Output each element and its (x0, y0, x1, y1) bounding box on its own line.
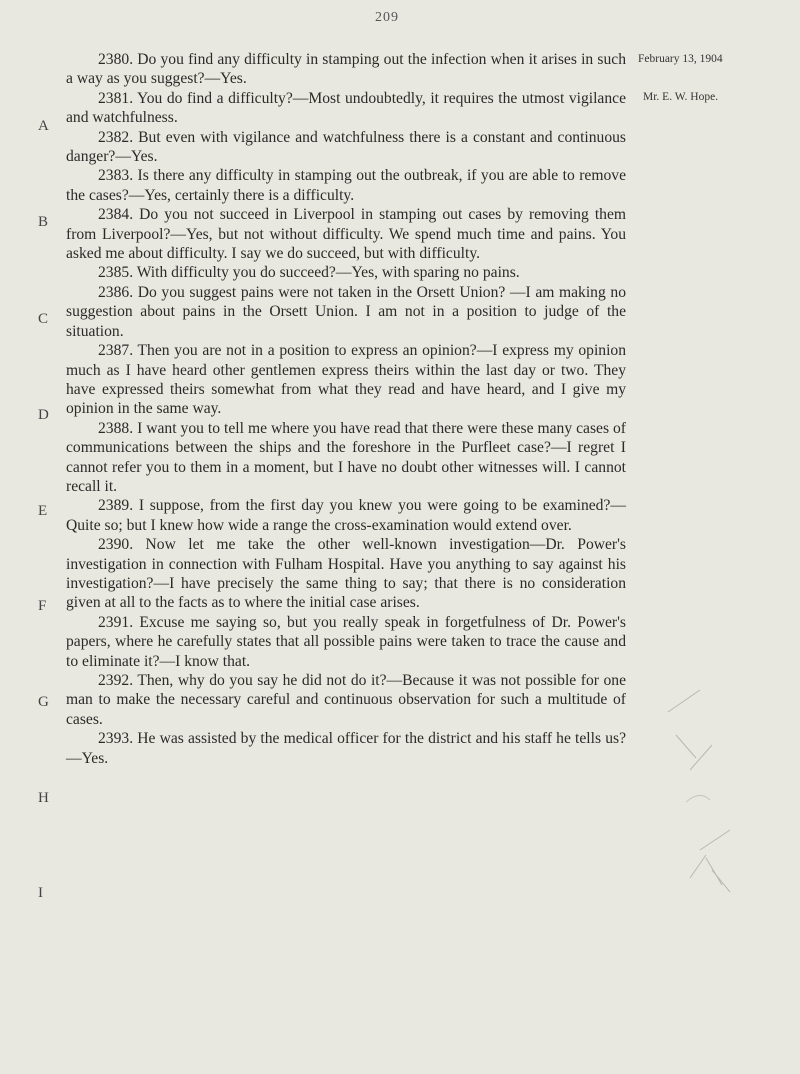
margin-letter-h: H (38, 790, 49, 806)
question-2383: 2383. Is there any difficulty in stamping out the outbreak, if you are able to remove the cases?—Yes, certainly there is a difficulty. (66, 167, 626, 204)
question-2386: 2386. Do you suggest pains were not taken in the Orsett Union? —I am making no suggestion about pains in the Orsett Union. I am not in a position to judge of the situation. (66, 283, 626, 340)
question-2393: 2393. He was assisted by the medical officer for the district and his staff he tells us?—Yes. (66, 730, 626, 767)
question-2380: 2380. Do you find any difficulty in stamping out the infection when it arises in such a way as you suggest?—Yes. (66, 51, 626, 88)
question-2392: 2392. Then, why do you say he did not do it?—Because it was not possible for one man to make the necessary careful and continuous observation for such a multitude of cases. (66, 672, 626, 728)
margin-letter-i: I (38, 885, 43, 901)
margin-letter-b: B (38, 214, 49, 230)
side-note-witness: Mr. E. W. Hope. (643, 91, 719, 103)
question-2387: 2387. Then you are not in a position to express an opinion?—I express my opinion much as I have heard other gentlemen express theirs within the last day or two. They have expressed theirs somewhat from what they read and have heard, and I give my opinion in the same way. (66, 342, 626, 418)
pencil-mark-arc (686, 795, 710, 802)
testimony-text (66, 50, 626, 768)
page-number: 209 (375, 10, 399, 25)
pencil-mark-lower (690, 830, 730, 892)
question-2382: 2382. But even with vigilance and watchfulness there is a constant and continuous danger?—Yes. (66, 128, 626, 166)
margin-letter-g: G (38, 694, 49, 710)
margin-letter-c: C (38, 311, 49, 327)
question-2388: 2388. I want you to tell me where you have read that there were these many cases of communications between the ships and the foreshore in the Purfleet case?—I regret I cannot refer you to them in a moment, but I have no doubt other witnesses will. I cannot recall it. (66, 419, 626, 495)
question-2389: 2389. I suppose, from the first day you knew you were going to be examined?—Quite so; but I knew how wide a range the cross-examination would extend over. (66, 497, 626, 534)
margin-letter-e: E (38, 503, 48, 519)
question-2391: 2391. Excuse me saying so, but you really speak in forgetfulness of Dr. Power's papers, where he carefully states that all possible pains were taken to trace the cause and to eliminate it?—I know that. (66, 613, 626, 670)
margin-letter-f: F (38, 598, 47, 614)
question-2385: 2385. With difficulty you do succeed?—Yes, with sparing no pains. (98, 264, 520, 282)
side-note-date: February 13, 1904 (638, 53, 723, 65)
pencil-mark-upper (668, 690, 712, 770)
margin-letter-d: D (38, 407, 49, 423)
question-2381: 2381. You do find a difficulty?—Most undoubtedly, it requires the utmost vigilance and watchfulness. (66, 89, 626, 127)
margin-letter-a: A (38, 118, 49, 134)
question-2384: 2384. Do you not succeed in Liverpool in stamping out cases by removing them from Liverpool?—Yes, but not without difficulty. We spend much time and pains. You asked me about difficulty. I say we do succeed, but with difficulty. (66, 206, 626, 263)
question-2390: 2390. Now let me take the other well-known investigation—Dr. Power's investigation in connection with Fulham Hospital. Have you anything to say against his investigation?—I have precisely the same thing to say; that there is no consideration given at all to the facts as to where the initial case arises. (66, 536, 626, 612)
